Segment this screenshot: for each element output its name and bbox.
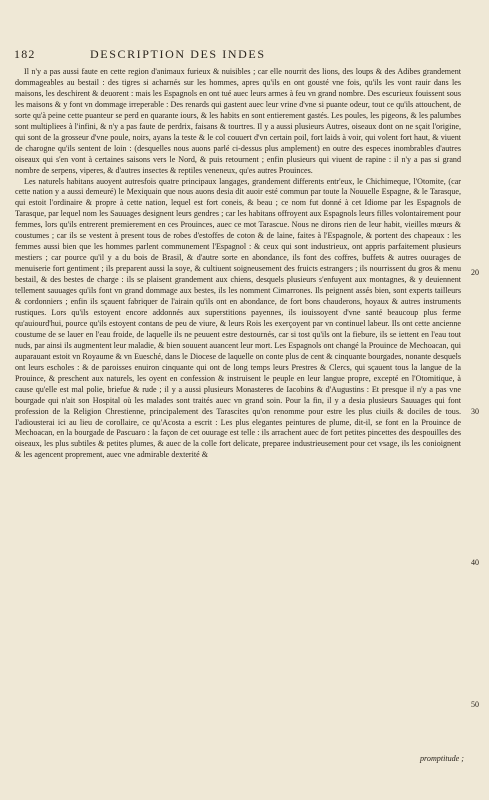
paragraph-inhabitants: Les naturels habitans auoyent autresfois quatre principaux langages, grandement differents entr'eux, le Chichimeque, l'Otomite, (car cette nation y a aussi demeuré) le Mexiquain que nous auons desia dit auoir esté commun par toute la Nouuelle Espagne, & le Tarasque, qui estoit l'ordinaire & propre à cette nation, lequel est fort coneis, & beau ; ce nom fut donné à cet Idiome par les Espagnols de Tarasque, par lequel nom les Sauuages designent leurs gendres ; car les habitans offroyent aux Espagnols leurs filles volontairement pour femmes, lors qu'ils entrerent premierement en ces Prouinces, auec ce mot Tarascue. Nous ne dirons rien de leur habit, vieilles mœurs & coustumes ; car ils se vestent à present tous de robes d'estoffes de coton & de laine, faites à l'Espagnole, & portent des chapeaux : les femmes aussi bien que les hommes parlent communement l'Espagnol : & ceux qui sont industrieux, ont appris parfaitement plusieurs mestiers ; car pource qu'il y a du bois de Brasil, & d'autre sorte en abondance, ils font des coffres, buffets & autres ouurages de menuiserie fort gentiment ; ils preparent aussi la soye, & cultiuent soigneusement des fruicts estrangers ; ils nourrissent du gros & menu bestail, & des bestes de charge : ils se plaisent grandement aux chiens, desquels plusieurs s'enfuyent aux montagnes, & y deuiennent tellement sauuages qu'ils font vn grand dommage aux bestes, ils les nomment Cimarrones. Ils peignent assés bien, sont experts tailleurs & cordonniers ; enfin ils sçauent fabriquer de l'airain qu'ils ont en abondance, de fort bons chauderons, hoyaux & autres instruments rustiques. Lors qu'ils estoyent encore addonnés aux superstitions payennes, ils iouissoyent d'vne santé beaucoup plus ferme qu'auiourd'hui, pource qu'ils estoyent contans de peu de viure, & leurs Rois les exerçoyent par vn continuel labeur. Ils ont cette ancienne coustume de se lauer en l'eau froide, de laquelle ils ne peuuent estre destournés, car si tost qu'ils ont la fiebure, ils se iettent en l'eau tout nuds, par ainsi ils augmentent leur maladie, & bien souuent auancent leur mort. Les Espagnols ont changé la Prouince de Mechoacan, qui auparauant estoit vn Royaume & vn Euesché, dans le Diocese de laquelle on conte plus de cent & cinquante bourgades, nonante desquels ont leurs escholes : & de paroisses enuiron cinquante qui ont de long temps leurs Prestres & Clercs, qui sçauent tous la langue de la Prouince, & preschent aux naturels, les oyent en confession & instruisent le peuple en leur langue propre, excepté en l'Otomitique, à cause qu'elle est mal polie, briefue & rude ; il y a aussi plusieurs Monasteres de Iacobins & d'Augustins : Et presque il n'y a pas vne bourgade qui n'ait son Hospital où les malades sont traités auec vn grand soin. Pour la fin, il y a desia plusieurs Sauuages qui font profession de la Religion Chrestienne, principalement des Tarascites qu'on renomme pour estre les plus ciuils & dociles de tous. I'adiousterai ici au lieu de corollaire, ce qu'Acosta a escrit : Les plus elegantes peintures de plume, dit-il, se font en la Prouince de Mechoacan, en la bourgade de Pascuaro : la façon de cet ouurage est telle : ils arrachent auec de fort petites pincettes des despouilles des oiseaux, les plus subtiles & petites plumes, & auec de la colle fort delicate, preparee industrieusement pour cet vsage, ils les conioignent & les agencent proprement, auec vne admirable dexterité & bbox=[15, 176, 461, 460]
running-head: DESCRIPTION DES INDES bbox=[90, 47, 266, 61]
page-header bbox=[14, 47, 470, 61]
page-number: 182 bbox=[14, 47, 36, 61]
catchword: promptitude ; bbox=[420, 754, 464, 763]
body-text bbox=[15, 67, 461, 461]
margin-number: 40 bbox=[471, 558, 479, 567]
margin-number: 20 bbox=[471, 268, 479, 277]
margin-number: 30 bbox=[471, 407, 479, 416]
paragraph-animals: Il n'y a pas aussi faute en cette region d'animaux furieux & nuisibles ; car elle nourrit des lions, des loups & des Adibes grandement dommageables au bestail : des tigres si acharnés sur les hommes, apres qu'ils en ont gousté vne fois, qu'ils les vont rauir dans les maisons, les deschirent & deuorent : mais les Espagnols en ont tué auec leurs armes à feu vn grand nombre. Des escurieux fouissent sous les maisons & y font vn dommage irreperable : Des renards qui gastent auec leur vrine d'vne si puante odeur, tout ce qu'ils attouchent, de sorte qu'à peine cette puanteur se perd en quarante iours, & les habits en sont entierement gastés. Les poules, les pigeons, & les palumbes sont multipliees à l'infini, & n'y a pas faute de perdrix, faisans & tourtres. Il y a aussi plusieurs Autres, oiseaux dont on ne sçait l'origine, qui sont de la grosseur d'vne poule, noirs, ayans la teste & le col couuert d'vn certain poil, fort laids à voir, qui volent fort haut, & viuent de charogne qu'ils sentent de loin : (desquelles nous auons parlé ci-dessus plus amplement) en outre des especes inombrables d'autres oiseaux qui s'en vont à certaines saisons vers le Nord, & puis retournent ; enfin plusieurs qui viuent de rapine : il n'y a pas si grand nombre de serpens, viperes, & d'autres insectes & reptiles veneneux, qu'es autres Prouinces. bbox=[15, 67, 461, 175]
margin-number: 50 bbox=[471, 700, 479, 709]
